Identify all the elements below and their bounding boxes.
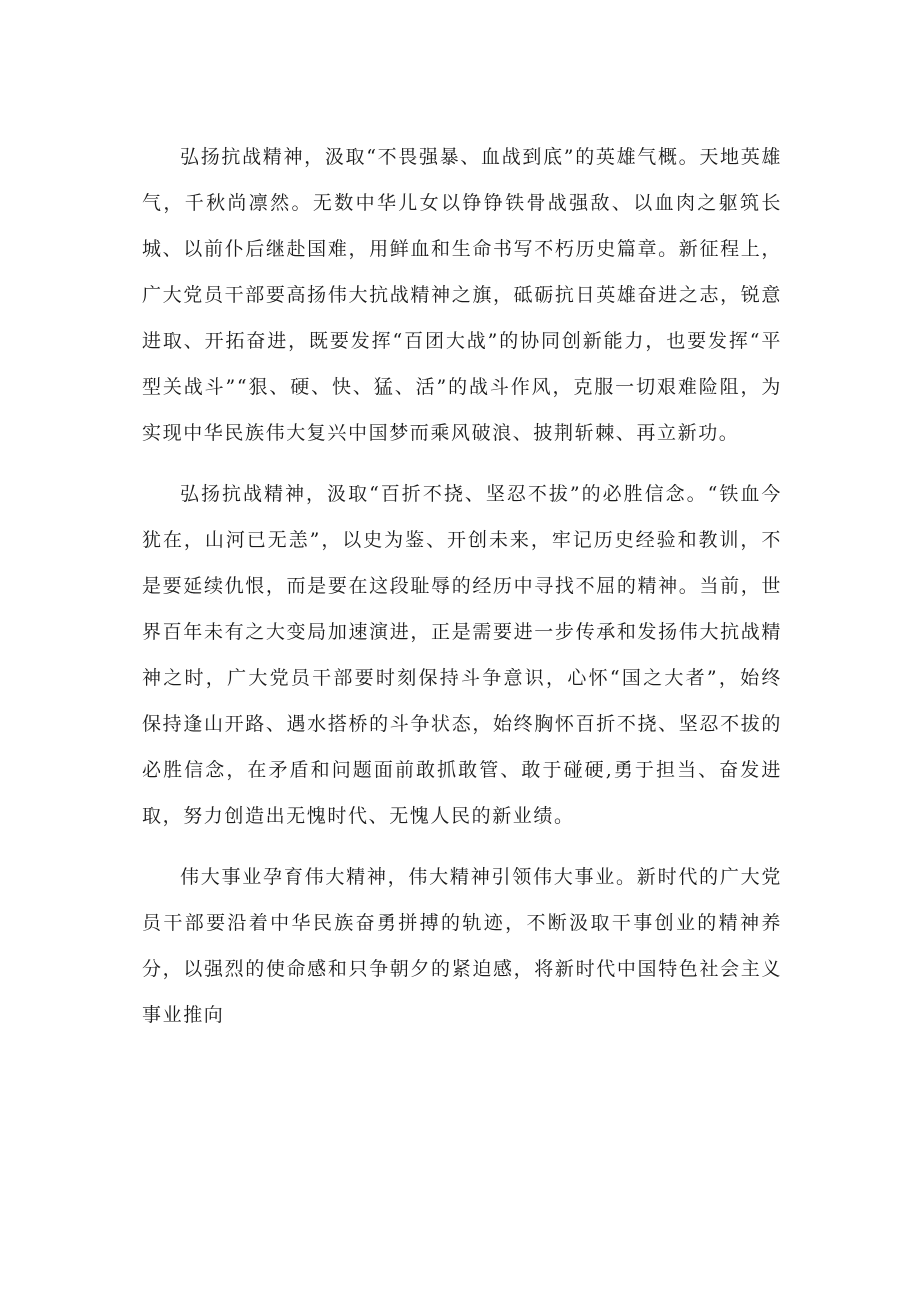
paragraph-2: 弘扬抗战精神，汲取“百折不挠、坚忍不拔”的必胜信念。“铁血今犹在，山河已无恙”，以史为鉴、开创未来，牢记历史经验和教训，不是要延续仇恨，而是要在这段耻辱的经历中寻找不屈的精神。当前，世界百年未有之大变局加速演进，正是需要进一步传承和发扬伟大抗战精神之时，广大党员干部要时刻保持斗争意识，心怀“国之大者”，始终保持逢山开路、遇水搭桥的斗争状态，始终胸怀百折不挠、坚忍不拔的必胜信念，在矛盾和问题面前敢抓敢管、敢于碰硬,勇于担当、奋发进取，努力创造出无愧时代、无愧人民的新业绩。 xyxy=(142,483,782,827)
paragraph-1: 弘扬抗战精神，汲取“不畏强暴、血战到底”的英雄气概。天地英雄气，千秋尚凛然。无数中华儿女以铮铮铁骨战强敌、以血肉之躯筑长城、以前仆后继赴国难，用鲜血和生命书写不朽历史篇章。新征程上，广大党员干部要高扬伟大抗战精神之旗，砥砺抗日英雄奋进之志，锐意进取、开拓奋进，既要发挥“百团大战”的协同创新能力，也要发挥“平型关战斗”“狠、硬、快、猛、活”的战斗作风，克服一切艰难险阻，为实现中华民族伟大复兴中国梦而乘风破浪、披荆斩棘、再立新功。 xyxy=(142,146,782,444)
paragraph-3: 伟大事业孕育伟大精神，伟大精神引领伟大事业。新时代的广大党员干部要沿着中华民族奋勇拼搏的轨迹，不断汲取干事创业的精神养分，以强烈的使命感和只争朝夕的紧迫感，将新时代中国特色社会主义事业推向 xyxy=(142,866,782,1026)
document-body xyxy=(142,134,782,1053)
